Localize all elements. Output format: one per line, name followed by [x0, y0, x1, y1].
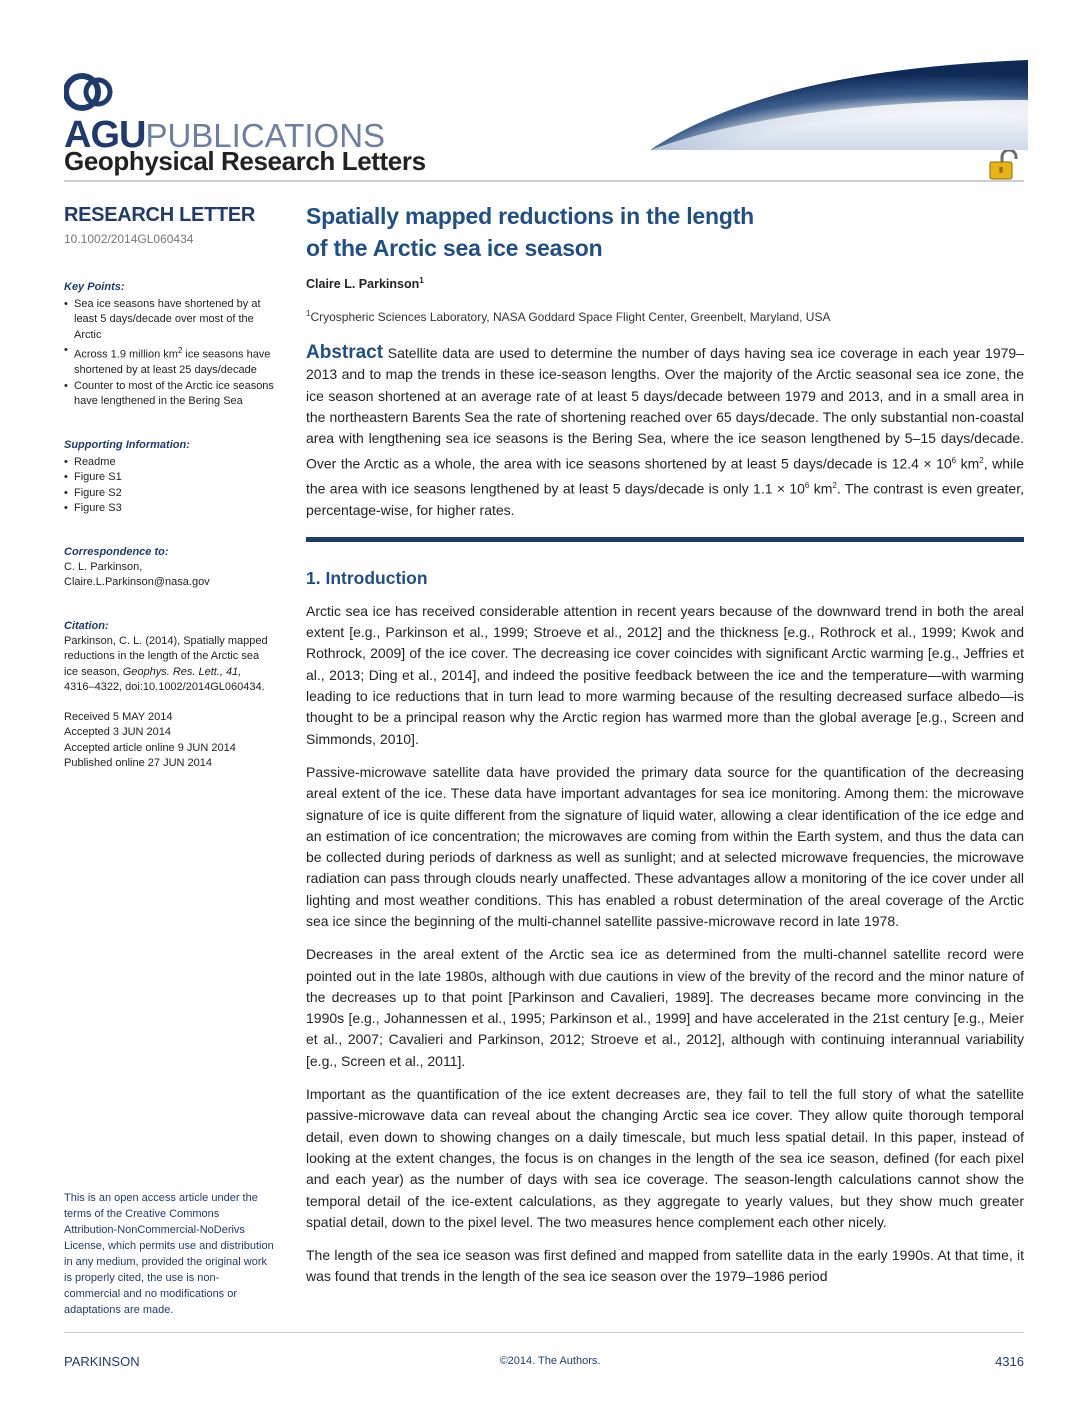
key-points-heading: Key Points:	[64, 280, 125, 293]
paragraph: The length of the sea ice season was first defined and mapped from satellite data in the early 1990s. At that time, it was found that trends in the length of the sea ice season over the 1979–1986 period	[306, 1247, 1024, 1285]
abstract-label: Abstract	[306, 342, 384, 364]
footer-author: PARKINSON	[64, 1354, 140, 1369]
open-access-lock-icon	[988, 150, 1022, 180]
correspondence-heading: Correspondence to:	[64, 545, 169, 558]
earth-horizon-banner	[650, 60, 1028, 150]
key-point: • Sea ice seasons have shortened by at least 5 days/decade over most of the Arctic	[64, 297, 274, 344]
published-online-date: Published online 27 JUN 2014	[64, 757, 212, 770]
paragraph: Decreases in the areal extent of the Arctic sea ice as determined from the multi-channel satellite record were pointed out in the late 1980s, although with due cautions in view of the brevity of the record and the minor nature of the decreases up to that point [Parkinson and Cavalieri, 1989]. The decreases became more convincing in the 1990s [e.g., Johannessen et al., 1995; Parkinson et al., 1999] and have accelerated in the 21st century [e.g., Meier et al., 2007; Cavalieri and Parkinson, 2012; Stroeve et al., 2012], although with continuing interannual variability [e.g., Screen et al., 2011].	[306, 946, 1024, 1069]
paragraph: Important as the quantification of the ice extent decreases are, they fail to tell the full story of what the satellite passive-microwave data can reveal about the changing Arctic sea ice cover. They allow quite thorough temporal detail, even down to showing changes on a daily timescale, but much less spatial detail. In this paper, instead of looking at the extent changes, the focus is on changes in the length of the sea ice season, defined (for each pixel and each year) as the number of days with sea ice coverage. The season-length calculations cannot show the temporal detail of the ice-extent calculations, as they aggregate to yearly values, but they show much greater spatial detail, down to the pixel level. The two measures hence complement each other nicely.	[306, 1086, 1024, 1230]
supporting-item[interactable]: • Figure S3	[64, 501, 274, 517]
article-type: RESEARCH LETTER	[64, 204, 256, 226]
footer-copyright: ©2014. The Authors.	[499, 1355, 601, 1367]
author: Claire L. Parkinson$^1$	[306, 276, 424, 292]
sidebar	[64, 203, 274, 772]
article-main	[306, 200, 1024, 1288]
supporting-info-heading: Supporting Information:	[64, 438, 190, 451]
logo-agu-text: AGU	[64, 114, 146, 156]
received-date: Received 5 MAY 2014	[64, 710, 173, 723]
agu-publications-logo	[64, 70, 424, 156]
key-points-list	[64, 297, 274, 410]
correspondence-name: C. L. Parkinson,	[64, 560, 143, 573]
key-point: • Across 1.9 million $km^2$ ice seasons have shortened by at least 25 days/decade	[64, 343, 274, 379]
supporting-item[interactable]: • Figure S2	[64, 486, 274, 502]
affiliation: $^1$Cryospheric Sciences Laboratory, NASA Goddard Space Flight Center, Greenbelt, Maryland, USA	[306, 309, 831, 325]
key-point: • Counter to most of the Arctic ice seasons have lengthened in the Bering Sea	[64, 379, 274, 410]
paragraph: Passive-microwave satellite data have provided the primary data source for the quantification of the decreasing areal extent of the ice. These data have important advantages for sea ice monitoring. Among them: the microwave signature of ice is quite different from the signature of liquid water, allowing a clear identification of the ice edge and an estimation of ice concentration; the microwaves are coming from within the Earth system, and thus the data can be collected during periods of darkness as well as sunlight; and at selected microwave frequencies, the microwave radiation can pass through clouds nearly unaffected. These advantages allow a monitoring of the ice cover under all lighting and most weather conditions. This has enabled a robust determination of the areal coverage of the Arctic sea ice since the beginning of the multi-channel satellite passive-microwave record in late 1978.	[306, 763, 1024, 929]
page-number: 4316	[995, 1354, 1024, 1369]
supporting-info-list	[64, 455, 274, 517]
agu-swirl-icon	[64, 70, 116, 114]
paragraph: Arctic sea ice has received considerable attention in recent years because of the downward trend in both the areal extent [e.g., Parkinson et al., 1999; Stroeve et al., 2012] and the thickness [e.g., Rothrock et al., 1999; Kwok and Rothrock, 2009] of the ice cover. The decreasing ice cover coincides with significant Arctic warming [e.g., Jeffries et al., 2013; Ding et al., 2014], and indeed the positive feedback between the ice and the temperature—with warming leading to ice reductions that in turn lead to more warming because of the resulting decreased surface albedo—is thought to be a principal reason why the Arctic region has warmed more than the global average [e.g., Screen and Simmonds, 2010].	[306, 602, 1024, 747]
accepted-online-date: Accepted article online 9 JUN 2014	[64, 741, 236, 754]
open-access-note: This is an open access article under the terms of the Creative Commons Attribution-NonCommercial-NoDerivs License, which permits use and distribution in any medium, provided the original work is properly cited, the use is non-commercial and no modifications or adaptations are made.	[64, 1192, 274, 1316]
journal-title: Geophysical Research Letters	[64, 146, 426, 176]
citation-text: Parkinson, C. L. (2014), Spatially mapped reductions in the length of the Arctic sea ice season, Geophys. Res. Lett., 41, 4316–4322, doi:10.1002/2014GL060434.	[64, 634, 268, 694]
footer-rule	[64, 1332, 1024, 1333]
abstract-rule	[306, 537, 1024, 542]
correspondence-email[interactable]: Claire.L.Parkinson@nasa.gov	[64, 576, 210, 589]
supporting-item[interactable]: • Figure S1	[64, 470, 274, 486]
header-rule	[64, 180, 1024, 182]
section-heading-introduction: 1. Introduction	[306, 567, 428, 588]
doi[interactable]: 10.1002/2014GL060434	[64, 232, 194, 246]
article-title: Spatially mapped reductions in the length of the Arctic sea ice season	[306, 203, 755, 261]
citation-heading: Citation:	[64, 619, 109, 632]
supporting-item[interactable]: • Readme	[64, 455, 274, 471]
article-dates	[64, 710, 274, 772]
abstract: Abstract Satellite data are used to determine the number of days having sea ice coverage in each year 1979–2013 and to map the trends in these ice-season lengths. Over the majority of the Arctic seasonal sea ice zone, the ice season shortened at an average rate of at least 5 days/decade between 1979 and 2013, and in a small area in the northeastern Barents Sea the rate of shortening reached over 65 days/decade. The only substantial non-coastal area with lengthening sea ice seasons is the Bering Sea, where the ice season lengthened by 5–15 days/decade. Over the Arctic as a whole, the area with ice seasons shortened by at least 5 days/decade is $12.4 \times 10^6$ $km^2$, while the area with ice seasons lengthened by at least 5 days/decade is only $1.1 \times 10^6$ $km^2$. The contrast is even greater, percentage-wise, for higher rates.	[306, 342, 1025, 518]
logo-publications-text: PUBLICATIONS	[145, 117, 386, 154]
accepted-date: Accepted 3 JUN 2014	[64, 726, 172, 739]
